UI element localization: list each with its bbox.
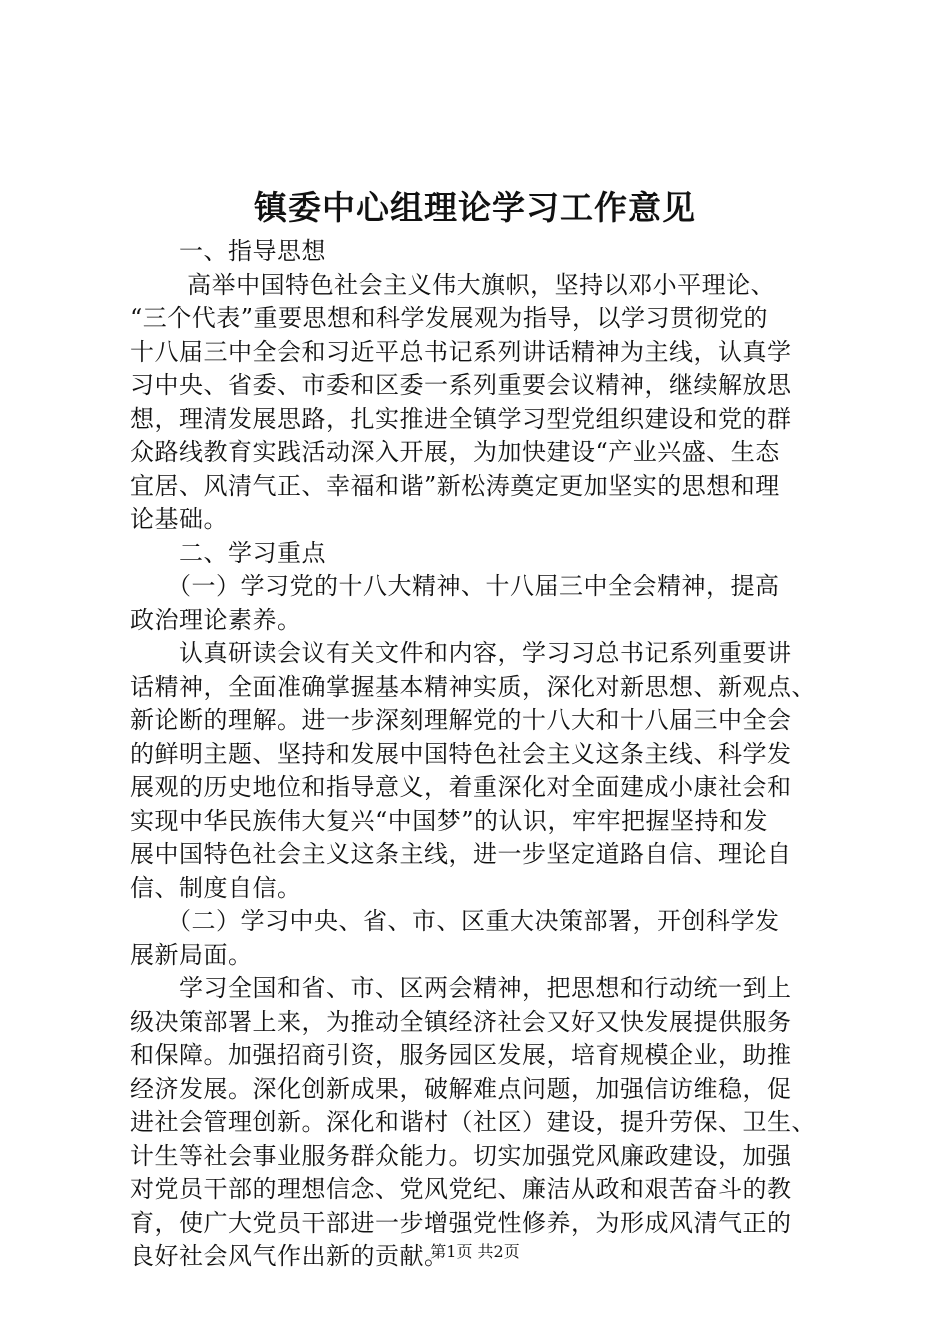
text-line: 二、学习重点	[130, 538, 326, 567]
text-line: 经济发展。深化创新成果，破解难点问题，加强信访维稳，促	[130, 1074, 792, 1103]
text-line: 信、制度自信。	[130, 873, 302, 902]
text-line: 想，理清发展思路，扎实推进全镇学习型党组织建设和党的群	[130, 404, 792, 433]
text-line: 进社会管理创新。深化和谐村（社区）建设，提升劳保、卫生、	[130, 1108, 816, 1136]
page-footer: 第1页 共2页	[430, 1242, 520, 1261]
text-line: 展中国特色社会主义这条主线，进一步坚定道路自信、理论自	[130, 840, 792, 868]
text-line: 级决策部署上来，为推动全镇经济社会又好又快发展提供服务	[130, 1007, 792, 1036]
text-line: 一、指导思想	[130, 237, 326, 265]
text-line: 和保障。加强招商引资，服务园区发展，培育规模企业，助推	[130, 1041, 792, 1069]
text-line: 政治理论素养。	[130, 605, 302, 634]
text-line: 宜居、风清气正、幸福和谐”新松涛奠定更加坚实的思想和理	[130, 471, 780, 500]
text-line: 良好社会风气作出新的贡献。	[130, 1242, 449, 1270]
text-line: （二）学习中央、省、市、区重大决策部署，开创科学发	[130, 907, 780, 935]
text-line: 对党员干部的理想信念、党风党纪、廉洁从政和艰苦奋斗的教	[130, 1175, 792, 1203]
text-line: 实现中华民族伟大复兴“中国梦”的认识，牢牢把握坚持和发	[130, 806, 769, 835]
text-line: 高举中国特色社会主义伟大旗帜，坚持以邓小平理论、	[130, 270, 776, 299]
text-line: 认真研读会议有关文件和内容，学习习总书记系列重要讲	[130, 639, 792, 667]
document-title: 镇委中心组理论学习工作意见	[254, 188, 696, 227]
text-line: （一）学习党的十八大精神、十八届三中全会精神，提高	[130, 572, 780, 600]
text-line: 论基础。	[130, 505, 228, 533]
text-line: 新论断的理解。进一步深刻理解党的十八大和十八届三中全会	[130, 706, 792, 734]
text-line: 计生等社会事业服务群众能力。切实加强党风廉政建设，加强	[130, 1141, 792, 1170]
text-line: 习中央、省委、市委和区委一系列重要会议精神，继续解放思	[130, 371, 792, 399]
text-line: 话精神，全面准确掌握基本精神实质，深化对新思想、新观点、	[130, 672, 816, 701]
text-line: 学习全国和省、市、区两会精神，把思想和行动统一到上	[130, 974, 792, 1002]
text-line: “三个代表”重要思想和科学发展观为指导，以学习贯彻党的	[130, 304, 769, 332]
document-body	[130, 235, 855, 1274]
text-line: 众路线教育实践活动深入开展，为加快建设“产业兴盛、生态	[130, 438, 780, 466]
text-line: 十八届三中全会和习近平总书记系列讲话精神为主线，认真学	[130, 337, 792, 366]
text-line: 展观的历史地位和指导意义，着重深化对全面建成小康社会和	[130, 773, 792, 801]
text-line: 展新局面。	[130, 940, 253, 969]
text-line: 育，使广大党员干部进一步增强党性修养，为形成风清气正的	[130, 1208, 792, 1237]
text-line: 的鲜明主题、坚持和发展中国特色社会主义这条主线、科学发	[130, 739, 792, 768]
